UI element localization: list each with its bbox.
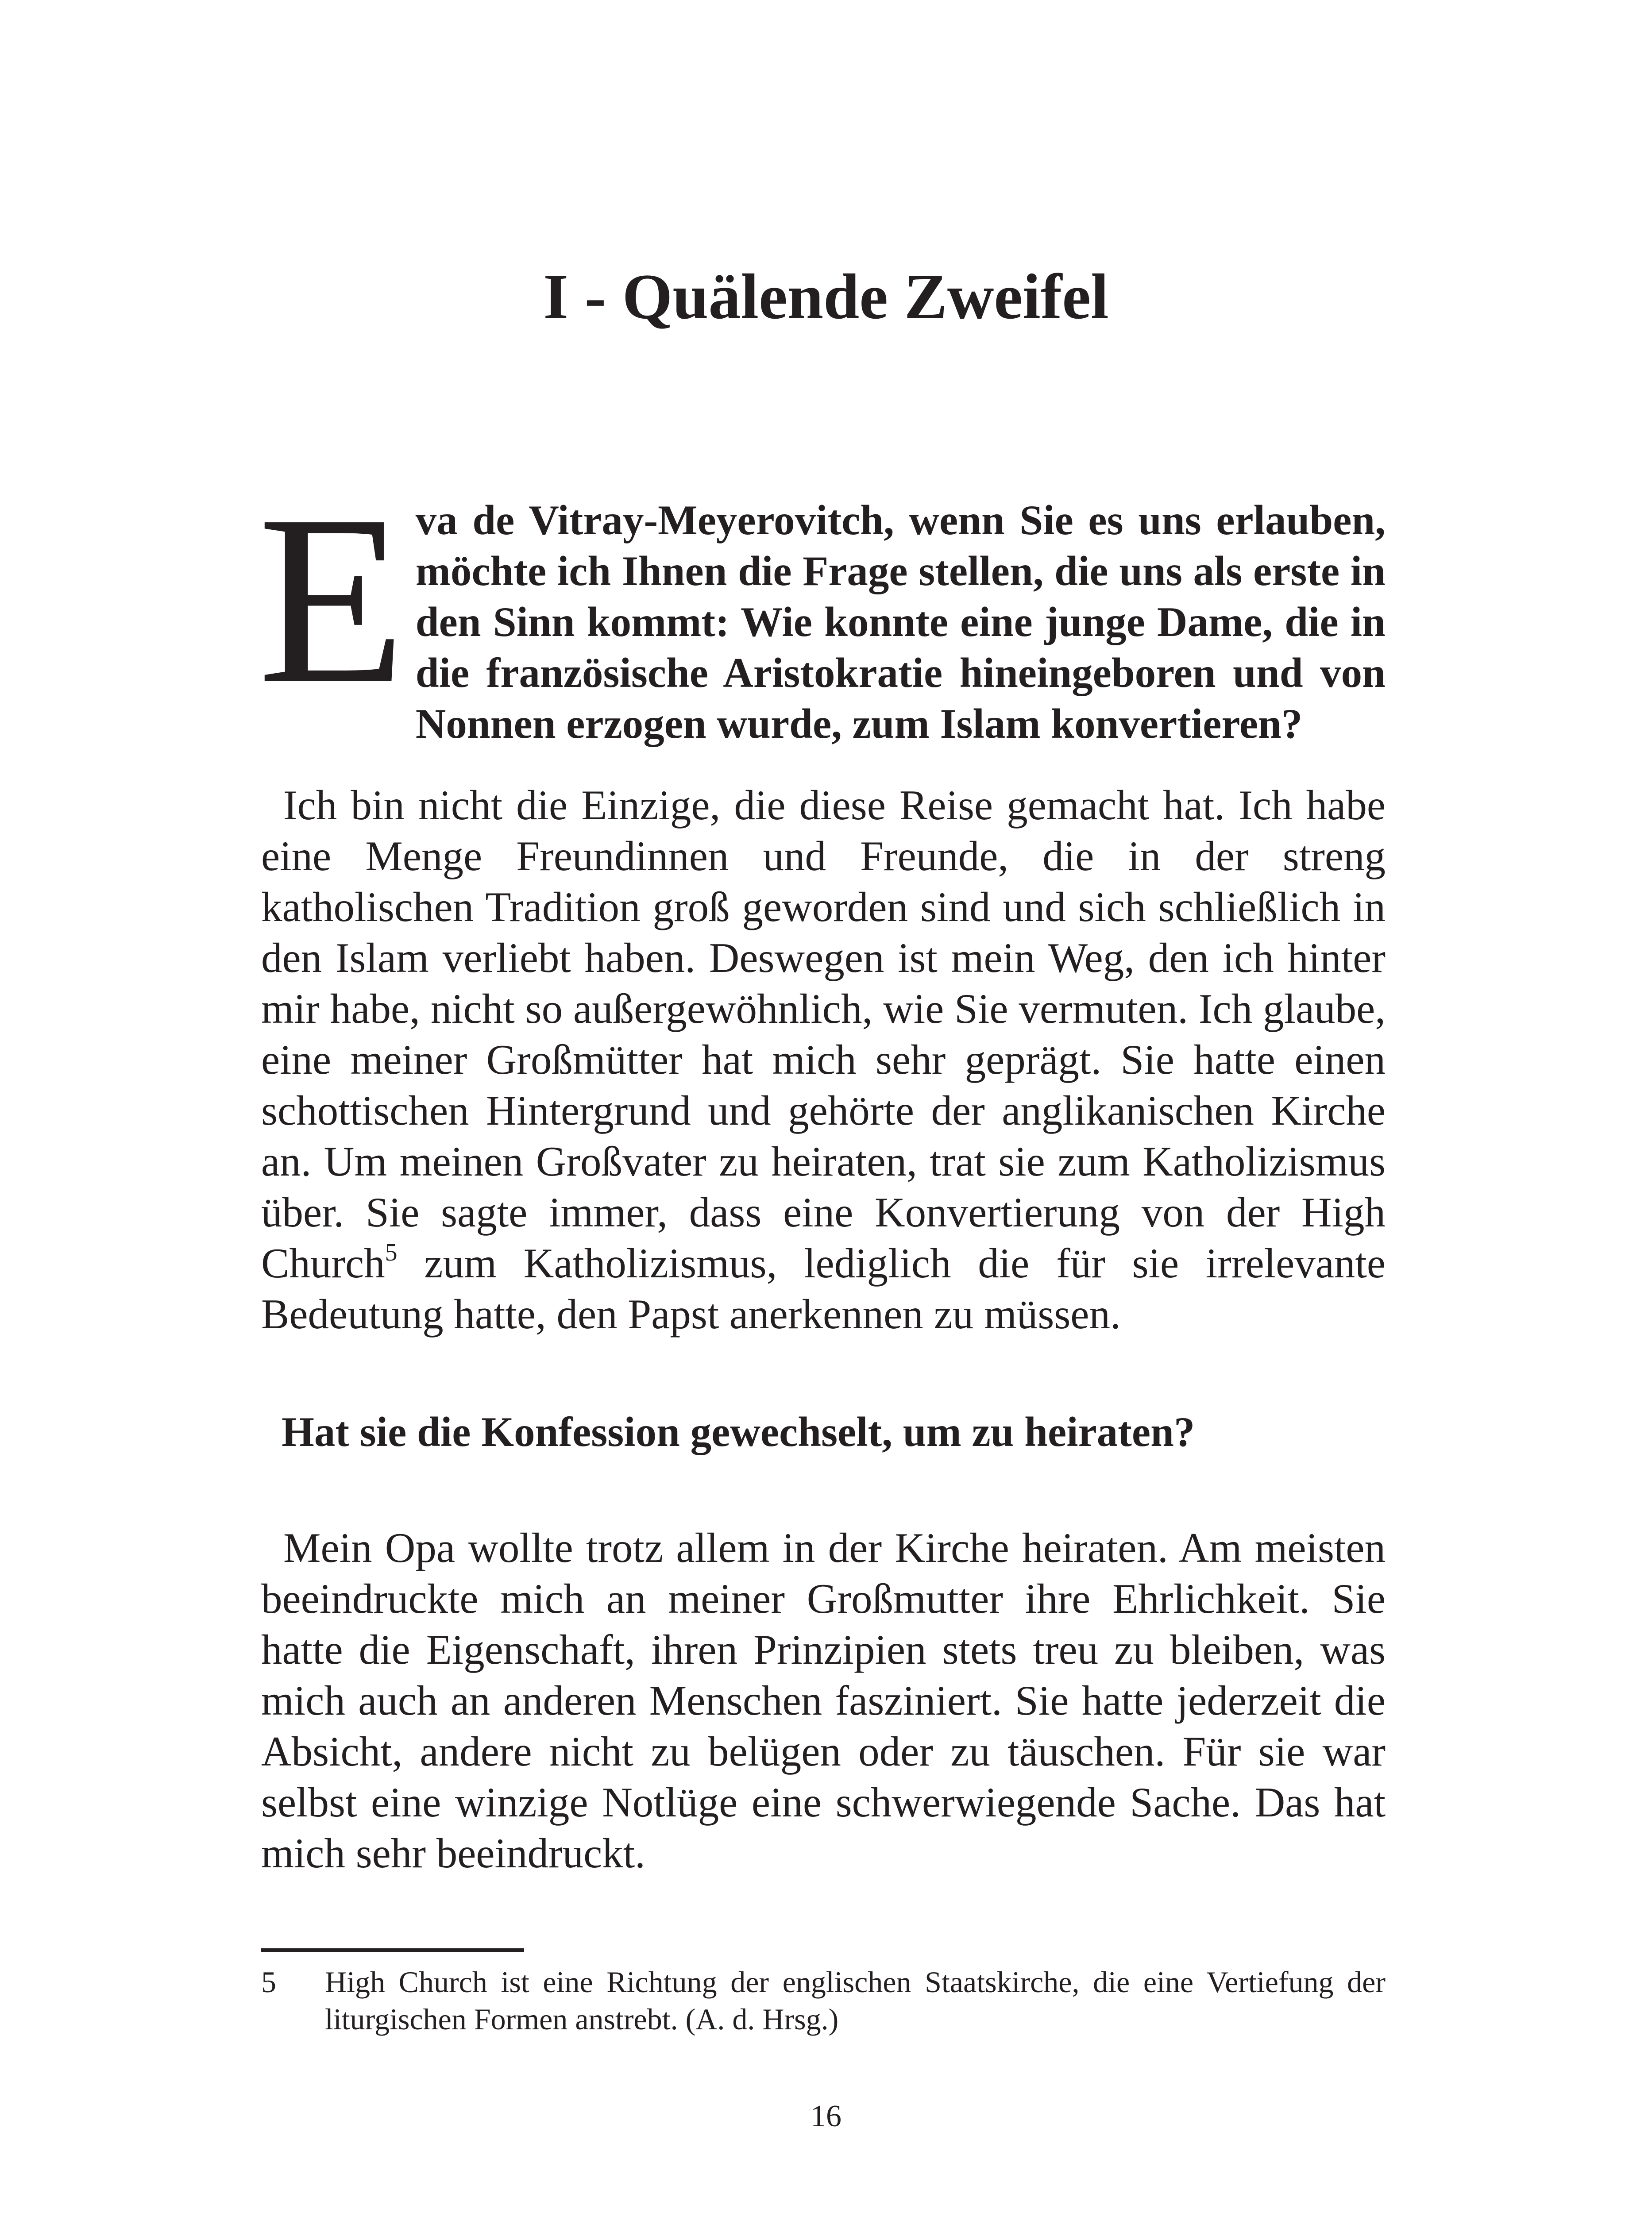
chapter-title: I - Quälende Zweifel [543,261,1109,332]
drop-cap-letter: E [258,465,406,734]
footnote-reference: 5 [385,1239,398,1266]
answer-1-text-start: Ich bin nicht die Einzige, die diese Reise gemacht hat. Ich habe eine Menge Freundinnen und Freunde, die in der streng katholischen Tradition groß geworden sind und sich schließlich in den Islam verliebt haben. Deswegen ist mein Weg, den ich hinter mir habe, nicht so außergewöhnlich, wie Sie vermuten. Ich glaube, eine meiner Großmütter hat mich sehr geprägt. Sie hatte einen schottischen Hintergrund und gehörte der anglikanischen Kirche an. Um meinen Großvater zu heiraten, trat sie zum Katholizismus über. Sie sagte immer, dass eine Konvertierung von der High Church [261,782,1386,1287]
footnote-number: 5 [261,1965,276,1999]
question-1-text: va de Vitray-Meyerovitch, wenn Sie es uns erlauben, möchte ich Ihnen die Frage stellen, die uns als erste in den Sinn kommt: Wie konnte eine junge Dame, die in die französische Aristokratie hineingeboren und von Nonnen erzogen wurde, zum Islam konvertieren? [415,497,1386,747]
answer-paragraph-1 [261,780,1386,1340]
answer-1-text-end: zum Katholizismus, lediglich die für sie irrelevante Bedeutung hatte, den Papst anerkennen zu müssen. [261,1240,1386,1338]
footnote-text: High Church ist eine Richtung der englischen Staatskirche, die eine Vertiefung der liturgischen Formen anstrebt. (A. d. Hrsg.) [325,1965,1386,2036]
question-paragraph-1 [258,465,1386,749]
footnote [261,1963,1386,2038]
page-number: 16 [811,2099,841,2133]
question-heading-2: Hat sie die Konfession gewechselt, um zu heiraten? [282,1408,1195,1455]
answer-paragraph-2: Mein Opa wollte trotz allem in der Kirche heiraten. Am meisten beeindruckte mich an meiner Großmutter ihre Ehrlichkeit. Sie hatte die Eigenschaft, ihren Prinzipien stets treu zu bleiben, was mich auch an anderen Menschen fasziniert. Sie hatte jederzeit die Absicht, andere nicht zu belügen oder zu täuschen. Für sie war selbst eine winzige Notlüge eine schwerwiegende Sache. Das hat mich sehr beeindruckt. [261,1524,1386,1877]
footnote-divider [261,1948,524,1952]
